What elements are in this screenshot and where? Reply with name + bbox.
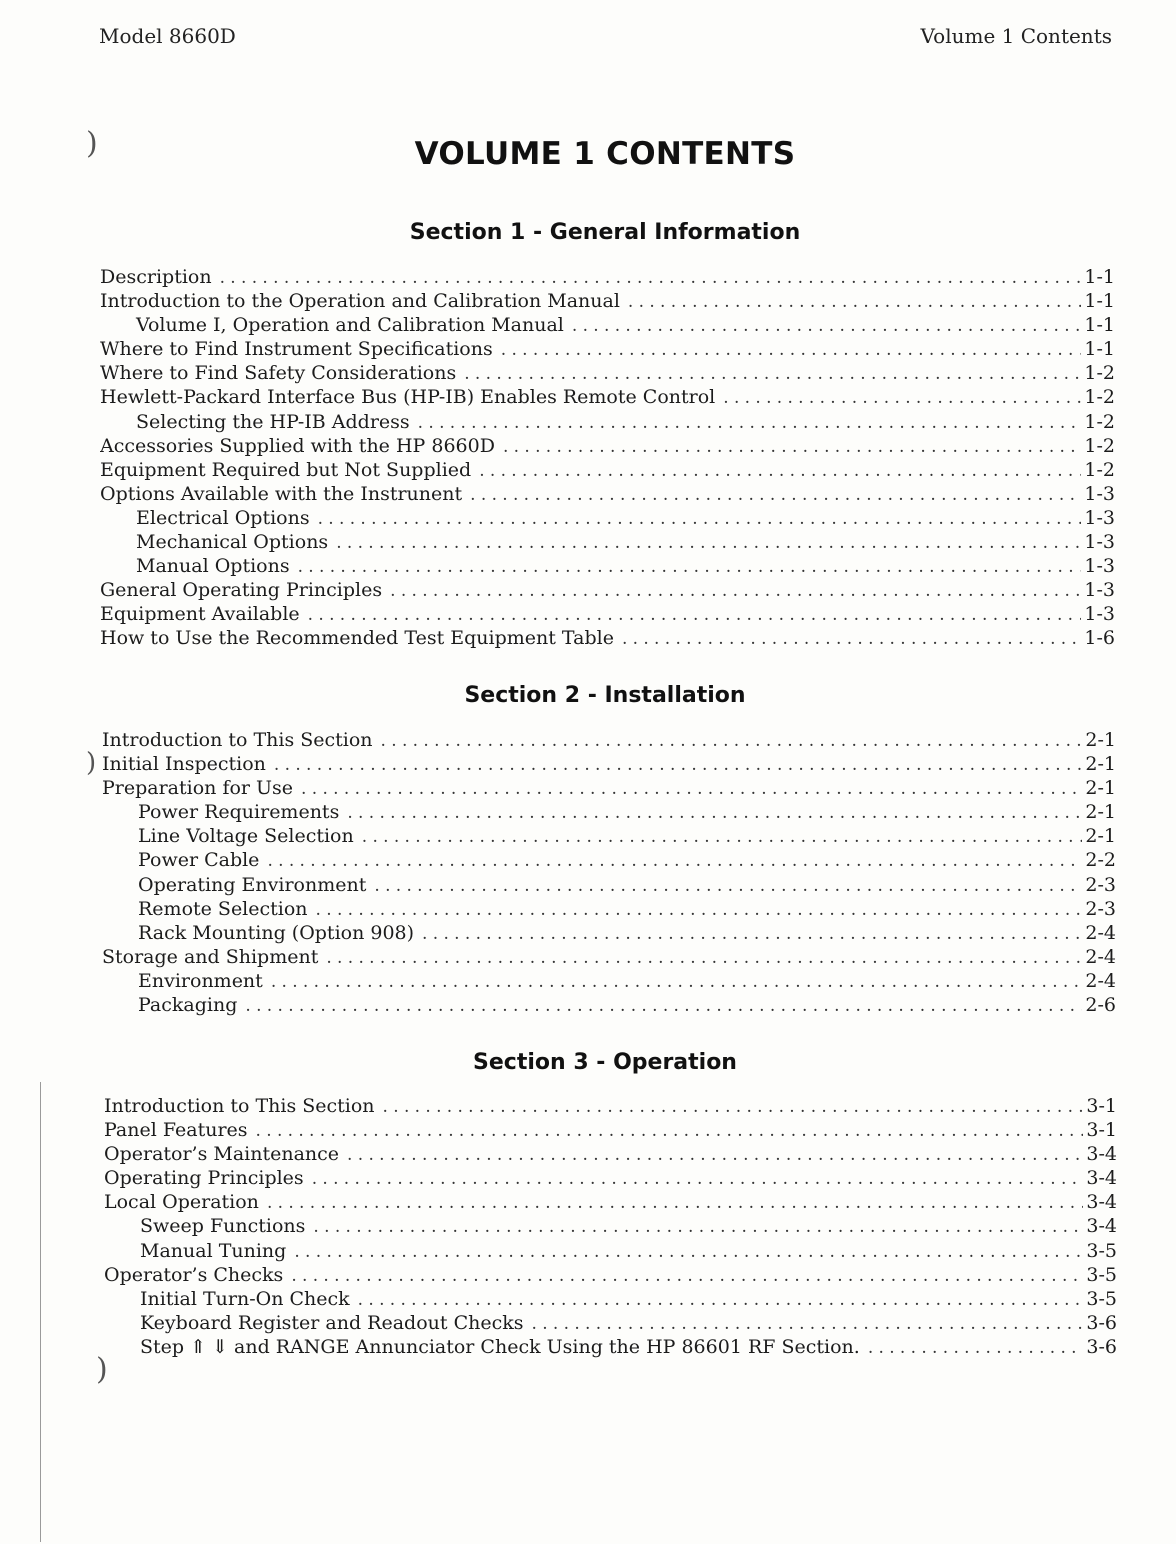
toc-entry-page: 1-2 bbox=[1084, 434, 1115, 457]
toc-entry[interactable] bbox=[102, 873, 1116, 897]
toc-entry[interactable] bbox=[100, 626, 1115, 650]
toc-entry[interactable] bbox=[102, 776, 1116, 800]
toc-entry-page: 3-1 bbox=[1086, 1119, 1117, 1142]
toc-entry-title: Operating Principles bbox=[104, 1167, 304, 1190]
toc-entry-page: 1-2 bbox=[1084, 386, 1115, 409]
toc-entry-title: Operator’s Checks bbox=[104, 1263, 284, 1286]
toc-entry[interactable] bbox=[100, 410, 1115, 434]
section-2-heading: Section 2 - Installation bbox=[464, 683, 746, 708]
toc-entry[interactable] bbox=[100, 482, 1115, 506]
toc-entry[interactable] bbox=[100, 578, 1115, 602]
toc-entry-page: 1-3 bbox=[1084, 531, 1115, 554]
dot-leader bbox=[464, 362, 1081, 385]
toc-entry[interactable] bbox=[100, 385, 1115, 409]
toc-entry-page: 3-5 bbox=[1086, 1239, 1117, 1262]
section-2-toc bbox=[102, 728, 1116, 1017]
toc-entry-title: Panel Features bbox=[104, 1119, 248, 1142]
dot-leader bbox=[422, 922, 1082, 945]
toc-entry-page: 2-2 bbox=[1085, 849, 1116, 872]
toc-entry-page: 1-2 bbox=[1084, 458, 1115, 481]
toc-entry-title: Step ⇑ ⇓ and RANGE Annunciator Check Using the HP 86601 RF Section. bbox=[140, 1335, 860, 1358]
toc-entry[interactable] bbox=[102, 728, 1116, 752]
toc-entry-title: Hewlett-Packard Interface Bus (HP-IB) Enables Remote Control bbox=[100, 386, 716, 409]
toc-entry[interactable] bbox=[102, 897, 1116, 921]
dot-leader bbox=[267, 849, 1082, 872]
toc-entry-page: 3-1 bbox=[1086, 1095, 1117, 1117]
toc-entry-title: Remote Selection bbox=[138, 897, 308, 920]
dot-leader bbox=[336, 531, 1081, 554]
toc-entry-page: 1-1 bbox=[1084, 266, 1115, 288]
toc-entry[interactable] bbox=[102, 752, 1116, 776]
toc-entry-title: Equipment Available bbox=[100, 603, 300, 626]
toc-entry-title: Power Requirements bbox=[138, 801, 340, 824]
dot-leader bbox=[868, 1336, 1084, 1359]
dot-leader bbox=[256, 1119, 1084, 1142]
toc-entry-title: Mechanical Options bbox=[136, 531, 329, 554]
toc-entry[interactable] bbox=[104, 1239, 1117, 1263]
toc-entry-page: 3-4 bbox=[1086, 1167, 1117, 1190]
toc-entry-title: Operating Environment bbox=[138, 873, 367, 896]
dot-leader bbox=[362, 825, 1083, 848]
toc-entry-page: 1-1 bbox=[1084, 290, 1115, 313]
toc-entry[interactable] bbox=[100, 337, 1115, 361]
toc-entry-page: 3-6 bbox=[1086, 1335, 1117, 1358]
toc-entry-page: 2-3 bbox=[1085, 897, 1116, 920]
toc-entry[interactable] bbox=[100, 554, 1115, 578]
toc-entry-page: 2-1 bbox=[1085, 753, 1116, 776]
dot-leader bbox=[267, 1191, 1083, 1214]
header-model: Model 8660D bbox=[99, 24, 236, 48]
toc-entry-page: 1-3 bbox=[1084, 506, 1115, 529]
toc-entry-title: Manual Tuning bbox=[140, 1239, 287, 1262]
dot-leader bbox=[723, 386, 1081, 409]
binder-hole-mark: ) bbox=[86, 126, 98, 161]
toc-entry-title: Packaging bbox=[138, 994, 238, 1017]
toc-entry[interactable] bbox=[100, 361, 1115, 385]
toc-entry-title: Rack Mounting (Option 908) bbox=[138, 921, 415, 944]
dot-leader bbox=[274, 753, 1082, 776]
toc-entry-title: Electrical Options bbox=[136, 506, 310, 529]
section-1-toc bbox=[100, 265, 1115, 651]
dot-leader bbox=[326, 946, 1082, 969]
toc-entry-title: Power Cable bbox=[138, 849, 260, 872]
toc-entry[interactable] bbox=[104, 1166, 1117, 1190]
dot-leader bbox=[470, 483, 1081, 506]
dot-leader bbox=[220, 266, 1082, 289]
section-1-heading: Section 1 - General Information bbox=[409, 220, 801, 245]
toc-entry[interactable] bbox=[100, 602, 1115, 626]
dot-leader bbox=[418, 411, 1082, 434]
margin-line bbox=[40, 1082, 41, 1542]
toc-entry[interactable] bbox=[104, 1287, 1117, 1311]
section-3-toc bbox=[104, 1094, 1117, 1359]
dot-leader bbox=[312, 1167, 1084, 1190]
toc-entry-page: 1-3 bbox=[1084, 603, 1115, 626]
toc-entry-title: Local Operation bbox=[104, 1191, 259, 1214]
toc-entry-title: Line Voltage Selection bbox=[138, 825, 354, 848]
toc-entry[interactable] bbox=[104, 1190, 1117, 1214]
toc-entry-title: Introduction to This Section bbox=[104, 1095, 375, 1117]
toc-entry-title: Accessories Supplied with the HP 8660D bbox=[100, 434, 495, 457]
page-title: VOLUME 1 CONTENTS bbox=[414, 136, 796, 172]
toc-entry-page: 2-1 bbox=[1085, 825, 1116, 848]
toc-entry[interactable] bbox=[102, 969, 1116, 993]
toc-entry-page: 2-4 bbox=[1085, 969, 1116, 992]
toc-entry[interactable] bbox=[100, 434, 1115, 458]
toc-entry-page: 1-3 bbox=[1084, 555, 1115, 578]
toc-entry[interactable] bbox=[102, 945, 1116, 969]
dot-leader bbox=[301, 777, 1082, 800]
toc-entry-page: 3-6 bbox=[1086, 1311, 1117, 1334]
toc-entry-title: How to Use the Recommended Test Equipment Table bbox=[100, 627, 614, 650]
dot-leader bbox=[374, 874, 1082, 897]
dot-leader bbox=[479, 459, 1081, 482]
toc-entry-page: 2-4 bbox=[1085, 921, 1116, 944]
binder-hole-mark: ) bbox=[86, 748, 97, 778]
toc-entry[interactable] bbox=[102, 993, 1116, 1017]
dot-leader bbox=[503, 435, 1081, 458]
toc-entry-page: 1-3 bbox=[1084, 482, 1115, 505]
dot-leader bbox=[501, 338, 1082, 361]
toc-entry[interactable] bbox=[100, 458, 1115, 482]
toc-entry-title: Description bbox=[100, 266, 212, 288]
dot-leader bbox=[318, 507, 1082, 530]
dot-leader bbox=[294, 1240, 1083, 1263]
toc-entry[interactable] bbox=[100, 313, 1115, 337]
dot-leader bbox=[245, 994, 1082, 1017]
toc-entry-page: 1-2 bbox=[1084, 362, 1115, 385]
toc-entry-page: 1-3 bbox=[1084, 579, 1115, 602]
dot-leader bbox=[622, 627, 1081, 650]
toc-entry-page: 1-1 bbox=[1084, 314, 1115, 337]
dot-leader bbox=[383, 1095, 1084, 1118]
toc-entry-title: Volume I, Operation and Calibration Manual bbox=[136, 314, 564, 337]
toc-entry-title: Initial Inspection bbox=[102, 753, 266, 776]
toc-entry[interactable] bbox=[100, 530, 1115, 554]
toc-entry-page: 3-4 bbox=[1086, 1215, 1117, 1238]
toc-entry[interactable] bbox=[104, 1311, 1117, 1335]
toc-entry-title: Storage and Shipment bbox=[102, 945, 319, 968]
toc-entry-page: 3-4 bbox=[1086, 1143, 1117, 1166]
toc-entry-page: 2-3 bbox=[1085, 873, 1116, 896]
toc-entry[interactable] bbox=[104, 1094, 1117, 1118]
toc-entry-title: Environment bbox=[138, 969, 263, 992]
toc-entry-page: 1-6 bbox=[1084, 627, 1115, 650]
toc-entry-title: General Operating Principles bbox=[100, 579, 383, 602]
toc-entry-title: Introduction to the Operation and Calibration Manual bbox=[100, 290, 620, 313]
toc-entry-title: Keyboard Register and Readout Checks bbox=[140, 1311, 524, 1334]
dot-leader bbox=[347, 801, 1082, 824]
toc-entry-title: Sweep Functions bbox=[140, 1215, 306, 1238]
toc-entry-title: Manual Options bbox=[136, 555, 290, 578]
dot-leader bbox=[572, 314, 1082, 337]
toc-entry[interactable] bbox=[102, 800, 1116, 824]
dot-leader bbox=[291, 1264, 1083, 1287]
dot-leader bbox=[298, 555, 1082, 578]
toc-entry-page: 1-2 bbox=[1084, 410, 1115, 433]
toc-entry[interactable] bbox=[104, 1263, 1117, 1287]
toc-entry-title: Operator’s Maintenance bbox=[104, 1143, 340, 1166]
toc-entry[interactable] bbox=[100, 506, 1115, 530]
toc-entry-title: Initial Turn-On Check bbox=[140, 1287, 350, 1310]
toc-entry-title: Options Available with the Instrunent bbox=[100, 482, 463, 505]
toc-entry[interactable] bbox=[102, 848, 1116, 872]
binder-hole-mark: ) bbox=[96, 1352, 108, 1387]
toc-entry-page: 1-1 bbox=[1084, 338, 1115, 361]
toc-entry[interactable] bbox=[102, 824, 1116, 848]
toc-entry[interactable] bbox=[104, 1335, 1117, 1359]
dot-leader bbox=[628, 290, 1081, 313]
toc-entry-page: 2-4 bbox=[1085, 945, 1116, 968]
toc-entry-title: Introduction to This Section bbox=[102, 729, 373, 751]
toc-entry-title: Equipment Required but Not Supplied bbox=[100, 458, 472, 481]
toc-entry[interactable] bbox=[104, 1214, 1117, 1238]
toc-entry[interactable] bbox=[104, 1142, 1117, 1166]
dot-leader bbox=[390, 579, 1081, 602]
dot-leader bbox=[381, 729, 1083, 752]
toc-entry-title: Preparation for Use bbox=[102, 777, 294, 800]
toc-entry-page: 3-4 bbox=[1086, 1191, 1117, 1214]
toc-entry-page: 3-5 bbox=[1086, 1263, 1117, 1286]
toc-entry[interactable] bbox=[100, 289, 1115, 313]
toc-entry[interactable] bbox=[100, 265, 1115, 289]
toc-entry-page: 2-1 bbox=[1085, 801, 1116, 824]
toc-entry-title: Where to Find Instrument Specifications bbox=[100, 338, 493, 361]
dot-leader bbox=[316, 898, 1083, 921]
dot-leader bbox=[308, 603, 1082, 626]
dot-leader bbox=[358, 1288, 1084, 1311]
dot-leader bbox=[347, 1143, 1083, 1166]
header-volume: Volume 1 Contents bbox=[920, 24, 1112, 48]
toc-entry-page: 2-6 bbox=[1085, 994, 1116, 1017]
toc-entry-page: 3-5 bbox=[1086, 1287, 1117, 1310]
toc-entry-page: 2-1 bbox=[1085, 777, 1116, 800]
toc-entry-title: Selecting the HP-IB Address bbox=[136, 410, 410, 433]
toc-entry-title: Where to Find Safety Considerations bbox=[100, 362, 457, 385]
toc-entry-page: 2-1 bbox=[1085, 729, 1116, 751]
dot-leader bbox=[532, 1312, 1084, 1335]
dot-leader bbox=[313, 1215, 1083, 1238]
section-3-heading: Section 3 - Operation bbox=[473, 1050, 737, 1075]
toc-entry[interactable] bbox=[104, 1118, 1117, 1142]
dot-leader bbox=[271, 970, 1083, 993]
toc-entry[interactable] bbox=[102, 921, 1116, 945]
